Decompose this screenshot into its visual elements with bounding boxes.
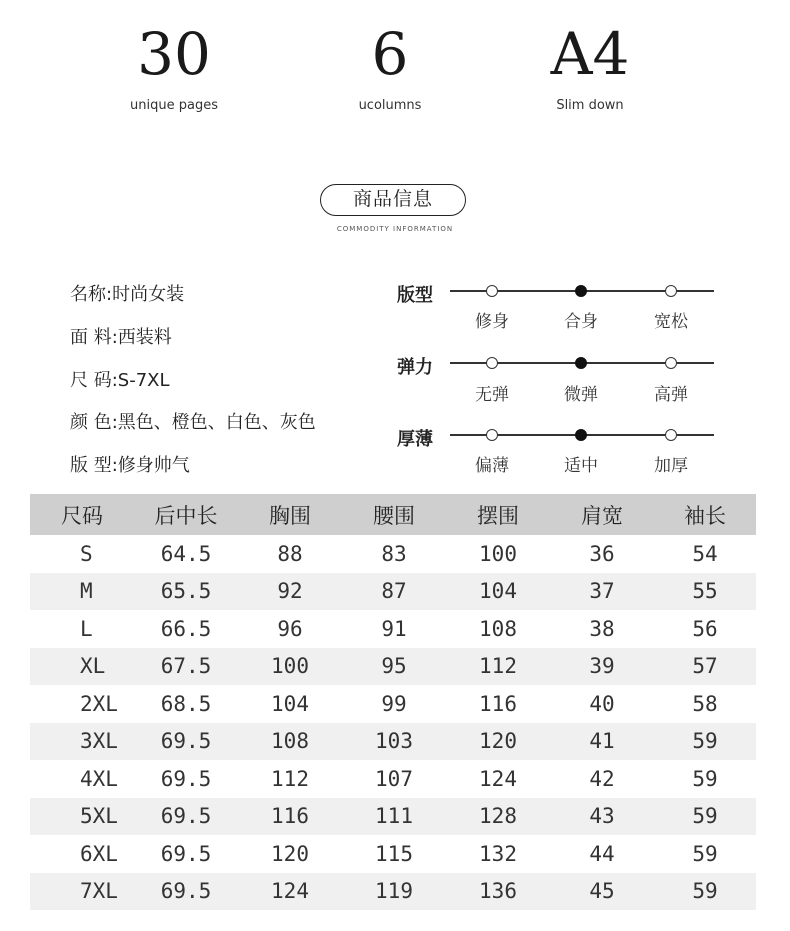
table-cell: 69.5 <box>134 873 238 911</box>
scale-dot <box>575 285 587 297</box>
scale-option: 合身 <box>564 312 598 332</box>
stat-label: unique pages <box>130 98 218 113</box>
info-name: 名称:时尚女装 <box>70 284 185 305</box>
table-cell: 57 <box>654 648 756 686</box>
table-row <box>30 685 756 723</box>
table-cell: 87 <box>342 573 446 611</box>
table-cell: 91 <box>381 616 407 641</box>
table-cell: 69.5 <box>134 798 238 836</box>
table-cell: 59 <box>692 766 718 791</box>
table-cell: 55 <box>654 573 756 611</box>
table-cell: 100 <box>479 541 517 566</box>
col-header: 摆围 <box>446 494 550 535</box>
scale-dot <box>575 357 587 369</box>
table-cell: 83 <box>381 541 407 566</box>
table-cell: 59 <box>654 798 756 836</box>
info-fabric: 面 料:西装料 <box>70 327 172 348</box>
scale-dot <box>486 285 498 297</box>
info-size-range: 尺 码:S-7XL <box>70 370 170 391</box>
table-cell: 100 <box>238 648 342 686</box>
scale-option: 无弹 <box>475 385 509 405</box>
scale-option: 适中 <box>564 456 598 476</box>
scale-dot <box>575 429 587 441</box>
scale-option: 微弹 <box>564 385 598 405</box>
table-cell: 44 <box>589 841 615 866</box>
stat-pages <box>74 22 274 113</box>
table-cell: 39 <box>550 648 654 686</box>
table-cell: 54 <box>692 541 718 566</box>
table-cell: 40 <box>589 691 615 716</box>
scale-dot <box>665 285 677 297</box>
scale-dot <box>665 429 677 441</box>
table-cell: 96 <box>277 616 303 641</box>
table-cell: 4XL <box>80 766 118 791</box>
table-cell: 36 <box>589 541 615 566</box>
table-cell: 104 <box>446 573 550 611</box>
stat-value: 6 <box>371 20 409 88</box>
table-cell: 116 <box>238 798 342 836</box>
section-title-badge: 商品信息 <box>320 184 466 216</box>
col-header: 后中长 <box>134 494 238 535</box>
table-row <box>30 835 756 873</box>
info-colors: 颜 色:黑色、橙色、白色、灰色 <box>70 412 316 433</box>
table-row <box>30 798 756 836</box>
scale-option: 高弹 <box>654 385 688 405</box>
table-cell: S <box>80 541 93 566</box>
table-row <box>30 648 756 686</box>
table-cell: 99 <box>381 691 407 716</box>
table-cell: 59 <box>654 723 756 761</box>
table-cell: 68.5 <box>160 691 212 716</box>
table-cell: 107 <box>375 766 413 791</box>
table-cell: 115 <box>375 841 413 866</box>
table-cell: 116 <box>479 691 517 716</box>
table-cell: 6XL <box>80 841 118 866</box>
table-cell: 120 <box>271 841 309 866</box>
info-fit: 版 型:修身帅气 <box>70 455 190 476</box>
scale-option: 修身 <box>475 312 509 332</box>
table-cell: 38 <box>589 616 615 641</box>
table-header-row <box>30 494 756 535</box>
table-row <box>30 535 756 573</box>
table-cell: 59 <box>692 841 718 866</box>
table-cell: 112 <box>446 648 550 686</box>
table-cell: 124 <box>238 873 342 911</box>
col-header: 肩宽 <box>550 494 654 535</box>
col-header: 胸围 <box>238 494 342 535</box>
table-row <box>30 723 756 761</box>
stat-value: A4 <box>550 20 630 88</box>
table-cell: 136 <box>446 873 550 911</box>
table-cell: 132 <box>479 841 517 866</box>
scale-dot <box>486 357 498 369</box>
size-chart-table <box>30 494 756 910</box>
stat-label: Slim down <box>556 98 624 113</box>
scale-option: 加厚 <box>654 456 688 476</box>
table-cell: XL <box>30 648 134 686</box>
table-cell: 67.5 <box>134 648 238 686</box>
table-cell: 58 <box>692 691 718 716</box>
col-header: 袖长 <box>654 494 756 535</box>
table-cell: 108 <box>238 723 342 761</box>
stat-size <box>490 22 690 113</box>
table-row <box>30 760 756 798</box>
table-cell: 59 <box>654 873 756 911</box>
table-cell: 69.5 <box>134 723 238 761</box>
scale-dot <box>665 357 677 369</box>
table-cell: 112 <box>271 766 309 791</box>
table-cell: 120 <box>446 723 550 761</box>
table-cell: 69.5 <box>160 841 212 866</box>
table-cell: 69.5 <box>160 766 212 791</box>
table-cell: 88 <box>277 541 303 566</box>
table-cell: 43 <box>550 798 654 836</box>
table-cell: 2XL <box>80 691 118 716</box>
stat-label: ucolumns <box>358 98 422 113</box>
table-cell: M <box>30 573 134 611</box>
scale-label: 弹力 <box>397 357 433 378</box>
table-cell: 119 <box>342 873 446 911</box>
table-cell: 124 <box>479 766 517 791</box>
stat-value: 30 <box>137 20 211 88</box>
table-cell: 66.5 <box>160 616 212 641</box>
table-row <box>30 573 756 611</box>
table-cell: 111 <box>342 798 446 836</box>
table-cell: 5XL <box>30 798 134 836</box>
col-header: 腰围 <box>342 494 446 535</box>
section-subtitle: COMMODITY INFORMATION <box>336 225 454 233</box>
table-cell: 45 <box>550 873 654 911</box>
scale-option: 偏薄 <box>475 456 509 476</box>
table-cell: 103 <box>342 723 446 761</box>
table-cell: 3XL <box>30 723 134 761</box>
table-cell: 7XL <box>30 873 134 911</box>
scale-option: 宽松 <box>654 312 688 332</box>
table-cell: 92 <box>238 573 342 611</box>
table-cell: 37 <box>550 573 654 611</box>
table-row <box>30 873 756 911</box>
table-cell: 64.5 <box>160 541 212 566</box>
table-cell: 65.5 <box>134 573 238 611</box>
table-cell: L <box>80 616 93 641</box>
scale-label: 版型 <box>397 285 433 306</box>
table-cell: 42 <box>589 766 615 791</box>
table-cell: 41 <box>550 723 654 761</box>
table-row <box>30 610 756 648</box>
col-header: 尺码 <box>30 494 134 535</box>
table-cell: 104 <box>271 691 309 716</box>
table-cell: 56 <box>692 616 718 641</box>
table-cell: 95 <box>342 648 446 686</box>
scale-dot <box>486 429 498 441</box>
stat-columns <box>290 22 490 113</box>
table-cell: 108 <box>479 616 517 641</box>
table-cell: 128 <box>446 798 550 836</box>
scale-label: 厚薄 <box>397 429 433 450</box>
